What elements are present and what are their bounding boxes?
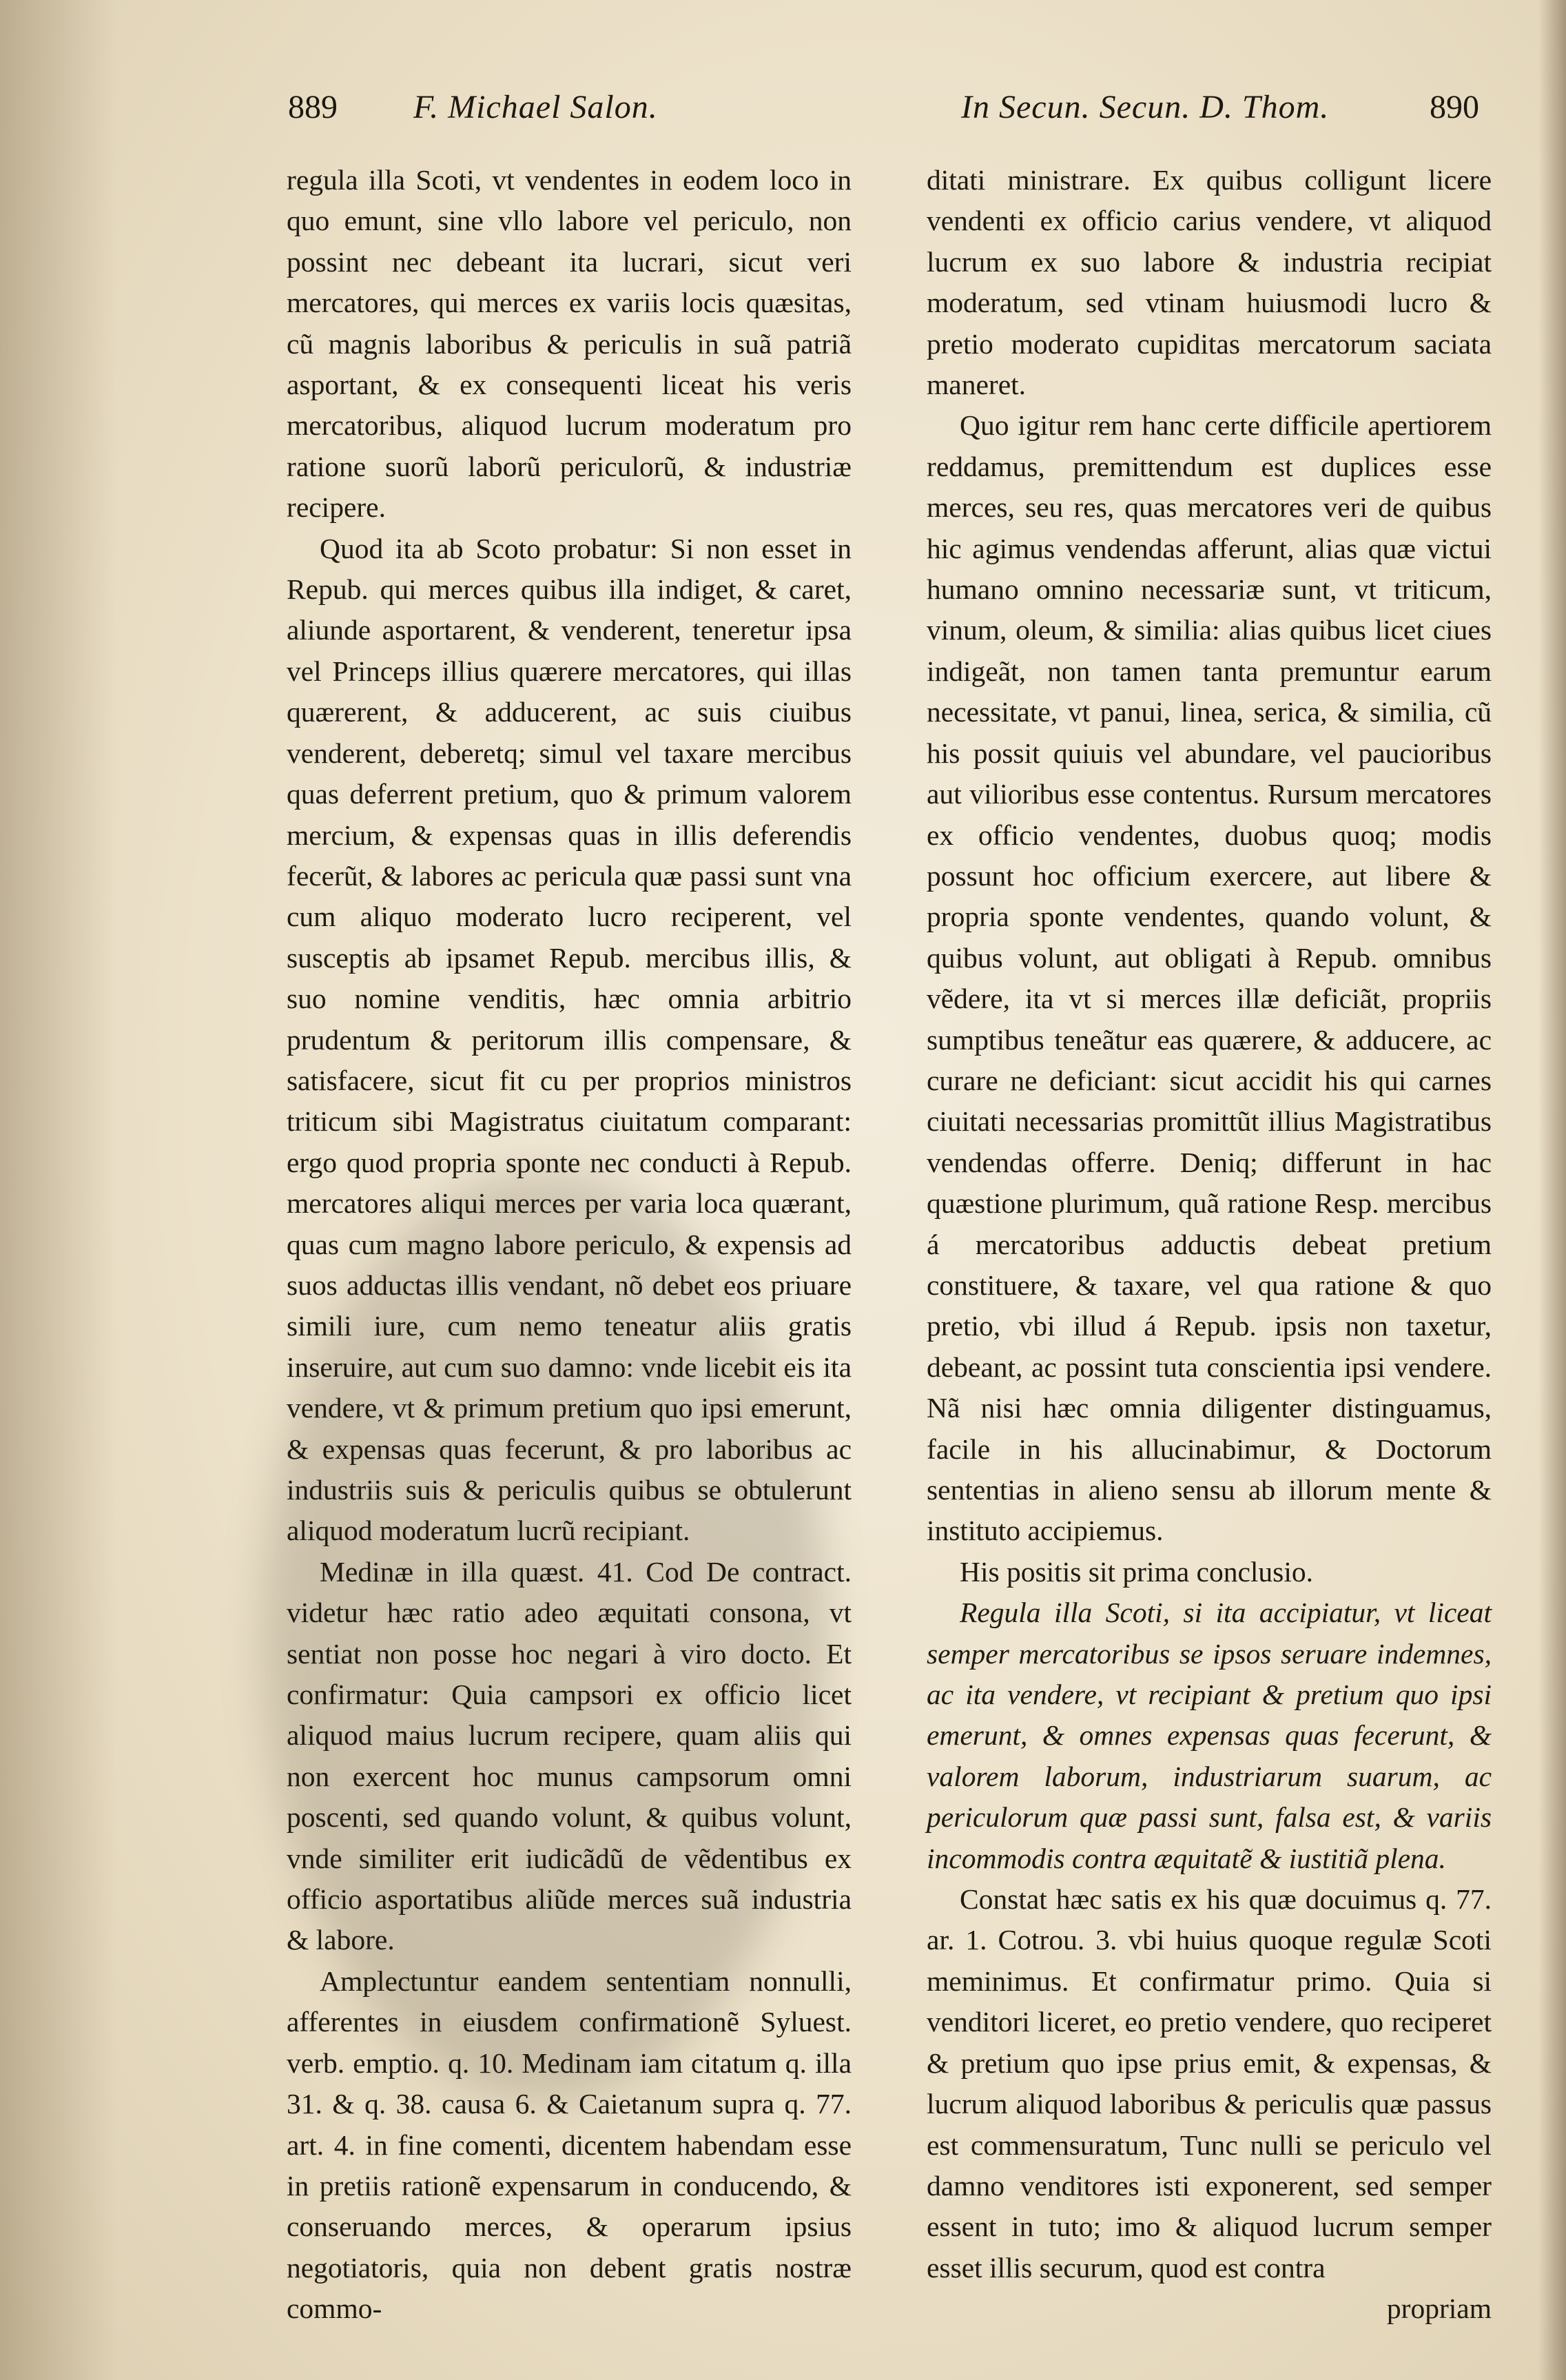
right-text-column: [927, 160, 1492, 2330]
paragraph: Medinæ in illa quæst. 41. Cod De contract. videtur hæc ratio adeo æquitati consona, vt sentiat non posse hoc negari à viro docto. Et confirmatur: Quia campsori ex officio licet aliquod maius lucrum recipere, quam aliis qui non exercent hoc munus campsorum omni poscenti, sed quando volunt, & quibus volunt, vnde similiter erit iudicãdũ de vẽdentibus ex officio asportatibus aliũde merces suã industria & labore.: [287, 1555, 852, 1956]
paragraph: Constat hæc satis ex his quæ docuimus q. 77. ar. 1. Cotrou. 3. vbi huius quoque regulæ Scoti meminimus. Et confirmatur primo. Quia si venditori liceret, eo pretio vendere, quo reciperet & pretium quo ipse prius emit, & expensas, & lucrum aliquod laboribus & periculis quæ passus est commensuratum, Tunc nulli se periculo vel damno venditores isti exponerent, sed semper essent in tuto; imo & aliquod lucrum semper esset illis securum, quod est contra: [927, 1883, 1492, 2284]
page-edge-shadow: [1538, 0, 1566, 2380]
catchword: propriam: [1386, 2292, 1492, 2325]
running-header: [0, 88, 1566, 136]
left-text-column: [287, 160, 852, 2330]
conclusion-statement: Regula illa Scoti, si ita accipiatur, vt liceat semper mercatoribus se ipsos seruare indemnes, ac ita vendere, vt recipiant & pretium quo ipsi emerunt, & omnes expensas quas fecerunt, & valorem laborum, industriarum suarum, ac periculorum quæ passi sunt, falsa est, & variis incommodis contra æquitatẽ & iustitiã plena.: [927, 1597, 1492, 1874]
paragraph: Quod ita ab Scoto probatur: Si non esset in Repub. qui merces quibus illa indiget, & caret, aliunde asportarent, & venderent, teneretur ipsa vel Princeps illius quærere mercatores, qui illas quærerent, & adducerent, ac suis ciuibus venderent, deberetq; simul vel taxare mercibus quas deferrent pretium, quo & primum valorem mercium, & expensas quas in illis deferendis fecerũt, & labores ac pericula quæ passi sunt vna cum aliquo moderato lucro reciperent, vel susceptis ab ipsamet Repub. mercibus illis, & suo nomine venditis, hæc omnia arbitrio prudentum & peritorum illis compensare, & satisfacere, sicut fit cu per proprios ministros triticum sibi Magistratus ciuitatum comparant: ergo quod propria sponte nec conducti à Repub. mercatores aliqui merces per varia loca quærant, quas cum magno labore periculo, & expensis ad suos adductas illis vendant, nõ debet eos priuare simili iure, cum nemo teneatur aliis gratis inseruire, aut cum suo damno: vnde licebit eis ita vendere, vt & primum pretium quo ipsi emerunt, & expensas quas fecerunt, & pro laboribus ac industriis suis & periculis quibus se obtulerunt aliquod moderatum lucrũ recipiant.: [287, 532, 852, 1547]
paragraph: Amplectuntur eandem sententiam nonnulli, afferentes in eiusdem confirmationẽ Syluest. verb. emptio. q. 10. Medinam iam citatum q. illa 31. & q. 38. causa 6. & Caietanum supra q. 77. art. 4. in fine comenti, dicentem habendam esse in pretiis rationẽ expensarum in conducendo, & conseruando merces, & operarum ipsius negotiatoris, quia non debent gratis nostræ commo-: [287, 1964, 852, 2325]
paragraph: ditati ministrare. Ex quibus colligunt licere vendenti ex officio carius vendere, vt aliquod lucrum ex suo labore & industria recipiat moderatum, sed vtinam huiusmodi lucro & pretio moderato cupiditas mercatorum saciata maneret.: [927, 164, 1492, 401]
running-head-left: F. Michael Salon.: [413, 89, 658, 125]
gutter-shadow: [0, 0, 117, 2380]
paragraph: regula illa Scoti, vt vendentes in eodem loco in quo emunt, sine vllo labore vel periculo, non possint nec debeant ita lucrari, sicut veri mercatores, qui merces ex variis locis quæsitas, cũ magnis laboribus & periculis in suã patriã asportant, & ex consequenti liceat his veris mercatoribus, aliquod lucrum moderatum pro ratione suorũ laborũ periculorũ, & industriæ recipere.: [287, 164, 852, 524]
paragraph: Quo igitur rem hanc certe difficile apertiorem reddamus, premittendum est duplices esse merces, seu res, quas mercatores veri de quibus hic agimus vendendas afferunt, alias quæ victui humano omnino necessariæ sunt, vt triticum, vinum, oleum, & similia: alias quibus licet ciues indigeãt, non tamen tanta premuntur earum necessitate, vt panui, linea, serica, & similia, cũ his possit quiuis vel abundare, vel paucioribus aut vilioribus esse contentus. Rursum mercatores ex officio vendentes, duobus quoq; modis possunt hoc officium exercere, aut libere & propria sponte vendentes, quando volunt, & quibus volunt, aut obligati à Repub. omnibus vẽdere, ita vt si merces illæ deficiãt, propriis sumptibus teneãtur eas quærere, & adducere, ac curare ne deficiant: sicut accidit his qui carnes ciuitati necessarias promittũt illius Magistratibus vendendas offerre. Deniq; differunt in hac quæstione plurimum, quã ratione Resp. mercibus á mercatoribus adductis debeat pretium constituere, & taxare, vel qua ratione & quo pretio, vbi illud á Repub. ipsis non taxetur, debeant, ac possint tuta conscientia ipsi vendere. Nã nisi hæc omnia diligenter distinguamus, facile in his allucinabimur, & Doctorum sententias in alieno sensu ab illorum mente & instituto accipiemus.: [927, 409, 1492, 1547]
running-head-right: In Secun. Secun. D. Thom.: [961, 89, 1330, 125]
page-number-left: 889: [288, 89, 338, 125]
conclusion-heading: His positis sit prima conclusio.: [960, 1555, 1313, 1588]
page-number-right: 890: [1430, 89, 1479, 125]
